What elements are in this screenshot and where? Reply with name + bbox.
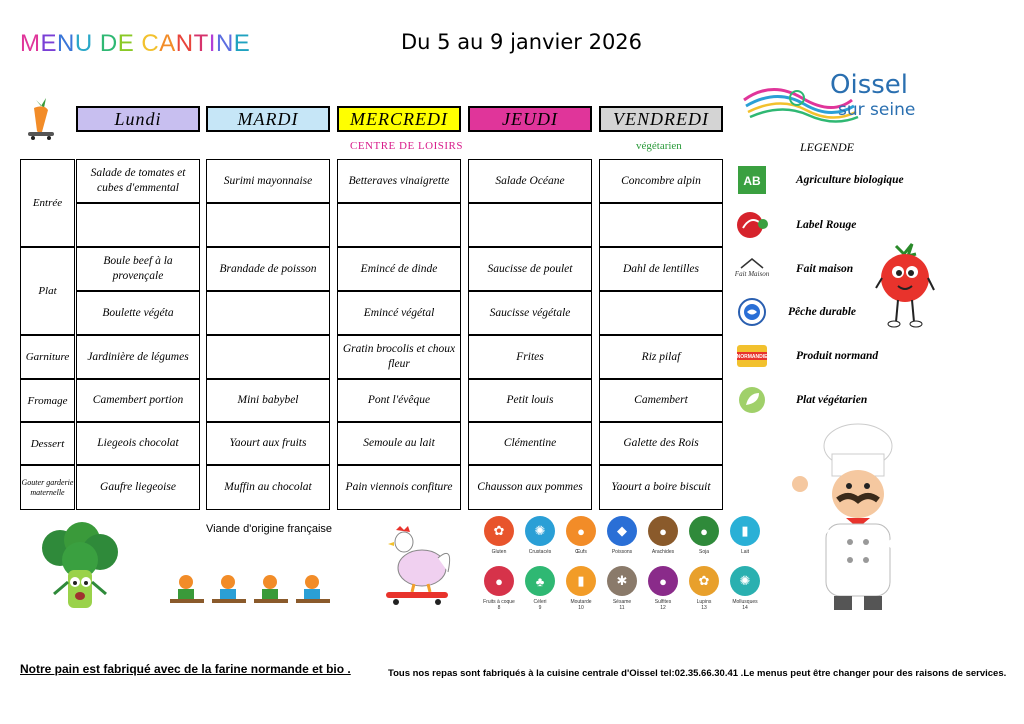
allergen-number: 10 (578, 605, 584, 611)
chef-mascot-icon (786, 420, 926, 620)
legend-label: Plat végétarien (796, 394, 868, 406)
menu-cell-dessert-items: Yaourt aux fruits (206, 422, 330, 465)
allergen-number: 9 (538, 605, 542, 611)
allergen-3 (562, 516, 600, 555)
allergen-label: Mollusques (732, 599, 758, 605)
row-label-fromage: Fromage (20, 379, 75, 422)
menu-cell-entree-alt (76, 203, 200, 247)
page-title: MENU DE CANTINE (20, 30, 251, 57)
menu-cell-gouter-items: Pain viennois confiture (337, 465, 461, 510)
menu-cell-entree-main: Betteraves vinaigrette (337, 159, 461, 203)
allergen-label: Sulfites (654, 599, 672, 605)
footer-bread-note: Notre pain est fabriqué avec de la farine normande et bio . (20, 662, 351, 676)
legend-item (732, 341, 878, 371)
day-header-jeudi: JEUDI (468, 106, 592, 132)
peche-durable-icon (732, 297, 772, 327)
legend-label: Produit normand (796, 350, 879, 362)
day-header-mercredi: MERCREDI (337, 106, 461, 132)
menu-cell-entree-main: Salade Océane (468, 159, 592, 203)
menu-cell-entree-main: Concombre alpin (599, 159, 723, 203)
carrot-mascot-icon (24, 96, 58, 140)
svg-text:Fait Maison: Fait Maison (735, 270, 769, 278)
menu-cell-plat-alt: Emincé végétal (337, 291, 461, 335)
row-label-plat: Plat (20, 247, 75, 335)
legend-item (732, 165, 904, 195)
allergen-label: Poissons (611, 549, 633, 555)
menu-cell-dessert-items: Galette des Rois (599, 422, 723, 465)
menu-cell-fromage-items: Camembert portion (76, 379, 200, 422)
row-label-entree: Entrée (20, 159, 75, 247)
day-header-vendredi: VENDREDI (599, 106, 723, 132)
menu-cell-gouter-items: Muffin au chocolat (206, 465, 330, 510)
menu-cell-plat-main: Emincé de dinde (337, 247, 461, 291)
allergen-12 (644, 566, 682, 611)
menu-cell-plat-main: Boule beef à la provençale (76, 247, 200, 291)
allergen-1 (480, 516, 518, 555)
rooster-skateboard-icon (378, 524, 458, 606)
menu-cell-fromage-items: Camembert (599, 379, 723, 422)
menu-dates: Du 5 au 9 janvier 2026 (401, 30, 643, 54)
viande-origine-text: Viande d'origine française (206, 523, 333, 535)
footer-kitchen-note: Tous nos repas sont fabriqués à la cuisine centrale d'Oissel tel:02.35.66.30.41 .Le menus peut être changer pour des raisons de services. (388, 668, 1007, 679)
allergen-icon: ▮ (730, 516, 760, 546)
day-header-lundi: Lundi (76, 106, 200, 132)
ab-icon (732, 165, 772, 195)
menu-cell-dessert-items: Liegeois chocolat (76, 422, 200, 465)
label-rouge-icon (732, 210, 772, 240)
legend-title: LEGENDE (800, 140, 854, 154)
allergen-label: Moutarde (570, 599, 592, 605)
menu-cell-entree-main: Surimi mayonnaise (206, 159, 330, 203)
menu-cell-gouter-items: Yaourt a boire biscuit (599, 465, 723, 510)
allergen-label: Lupins (696, 599, 712, 605)
menu-cell-entree-alt (468, 203, 592, 247)
allergen-label: Crustacés (528, 549, 552, 555)
menu-cell-entree-alt (599, 203, 723, 247)
fait-maison-icon (732, 254, 772, 284)
allergen-7 (726, 516, 764, 555)
menu-cell-plat-main: Saucisse de poulet (468, 247, 592, 291)
menu-cell-dessert-items: Clémentine (468, 422, 592, 465)
allergen-14 (726, 566, 764, 611)
allergen-label: Arachides (651, 549, 675, 555)
allergen-number: 11 (619, 605, 625, 611)
menu-cell-garniture-items: Riz pilaf (599, 335, 723, 379)
allergen-11 (603, 566, 641, 611)
allergen-icon: ◆ (607, 516, 637, 546)
allergen-5 (644, 516, 682, 555)
allergen-label: Sésame (612, 599, 632, 605)
menu-cell-plat-alt: Boulette végéta (76, 291, 200, 335)
menu-cell-plat-main: Dahl de lentilles (599, 247, 723, 291)
allergen-number: 13 (701, 605, 707, 611)
allergen-number: 8 (497, 605, 501, 611)
allergen-label: Œufs (575, 549, 587, 555)
allergen-8 (480, 566, 518, 611)
allergen-icon: ✱ (607, 566, 637, 596)
menu-cell-fromage-items: Pont l'évêque (337, 379, 461, 422)
allergen-2 (521, 516, 559, 555)
allergen-icon: ● (566, 516, 596, 546)
allergen-13 (685, 566, 723, 611)
legend-item (732, 210, 856, 240)
legend-label: Agriculture biologique (796, 174, 904, 186)
menu-cell-fromage-items: Mini babybel (206, 379, 330, 422)
menu-cell-entree-main: Salade de tomates et cubes d'emmental (76, 159, 200, 203)
menu-cell-garniture-items: Jardinière de légumes (76, 335, 200, 379)
tomato-mascot-icon (874, 238, 936, 330)
day-header-mardi: MARDI (206, 106, 330, 132)
menu-cell-garniture-items: Gratin brocolis et choux fleur (337, 335, 461, 379)
svg-text:AB: AB (743, 174, 761, 188)
legend-item (732, 385, 867, 415)
menu-cell-plat-alt: Saucisse végétale (468, 291, 592, 335)
centre-de-loisirs-note: CENTRE DE LOISIRS (350, 140, 463, 152)
vegetarien-note: végétarien (636, 140, 682, 152)
allergen-label: Soja (698, 549, 709, 555)
allergen-label: Céleri (533, 599, 547, 605)
normandie-icon (732, 341, 772, 371)
menu-cell-garniture-items: Frites (468, 335, 592, 379)
menu-cell-entree-alt (337, 203, 461, 247)
children-eating-icon (170, 572, 330, 608)
menu-cell-gouter-items: Gaufre liegeoise (76, 465, 200, 510)
menu-cell-plat-main: Brandade de poisson (206, 247, 330, 291)
oissel-logo (742, 70, 932, 126)
allergen-9 (521, 566, 559, 611)
menu-cell-plat-alt (599, 291, 723, 335)
row-label-gouter: Gouter garderie maternelle (20, 465, 75, 510)
menu-cell-fromage-items: Petit louis (468, 379, 592, 422)
allergen-icon: ✺ (525, 516, 555, 546)
allergen-icon: ● (648, 566, 678, 596)
legend-label: Pêche durable (788, 306, 857, 318)
allergen-number: 14 (742, 605, 748, 611)
allergen-icon: ▮ (566, 566, 596, 596)
menu-cell-plat-alt (206, 291, 330, 335)
svg-text:NORMANDIE: NORMANDIE (736, 354, 768, 360)
allergen-label: Lait (740, 549, 750, 555)
allergen-number: 12 (660, 605, 666, 611)
legend-item (732, 297, 856, 327)
allergen-10 (562, 566, 600, 611)
menu-cell-dessert-items: Semoule au lait (337, 422, 461, 465)
row-label-garniture: Garniture (20, 335, 75, 379)
vegetarien-icon (732, 385, 772, 415)
logo-sub: sur seine (838, 100, 916, 120)
legend-item (732, 254, 853, 284)
allergen-icon: ✺ (730, 566, 760, 596)
allergen-icon: ✿ (689, 566, 719, 596)
allergen-6 (685, 516, 723, 555)
legend-label: Fait maison (796, 263, 854, 275)
allergen-icon: ♣ (525, 566, 555, 596)
allergen-icon: ● (484, 566, 514, 596)
row-label-dessert: Dessert (20, 422, 75, 465)
menu-cell-entree-alt (206, 203, 330, 247)
allergen-icon: ● (648, 516, 678, 546)
allergen-4 (603, 516, 641, 555)
logo-name: Oissel (830, 70, 908, 100)
allergen-label: Fruits à coque (483, 599, 515, 605)
menu-cell-gouter-items: Chausson aux pommes (468, 465, 592, 510)
menu-cell-garniture-items (206, 335, 330, 379)
allergen-label: Gluten (491, 549, 507, 555)
broccoli-mascot-icon (36, 522, 122, 618)
legend-label: Label Rouge (796, 219, 857, 231)
allergen-icon: ✿ (484, 516, 514, 546)
allergen-icon: ● (689, 516, 719, 546)
